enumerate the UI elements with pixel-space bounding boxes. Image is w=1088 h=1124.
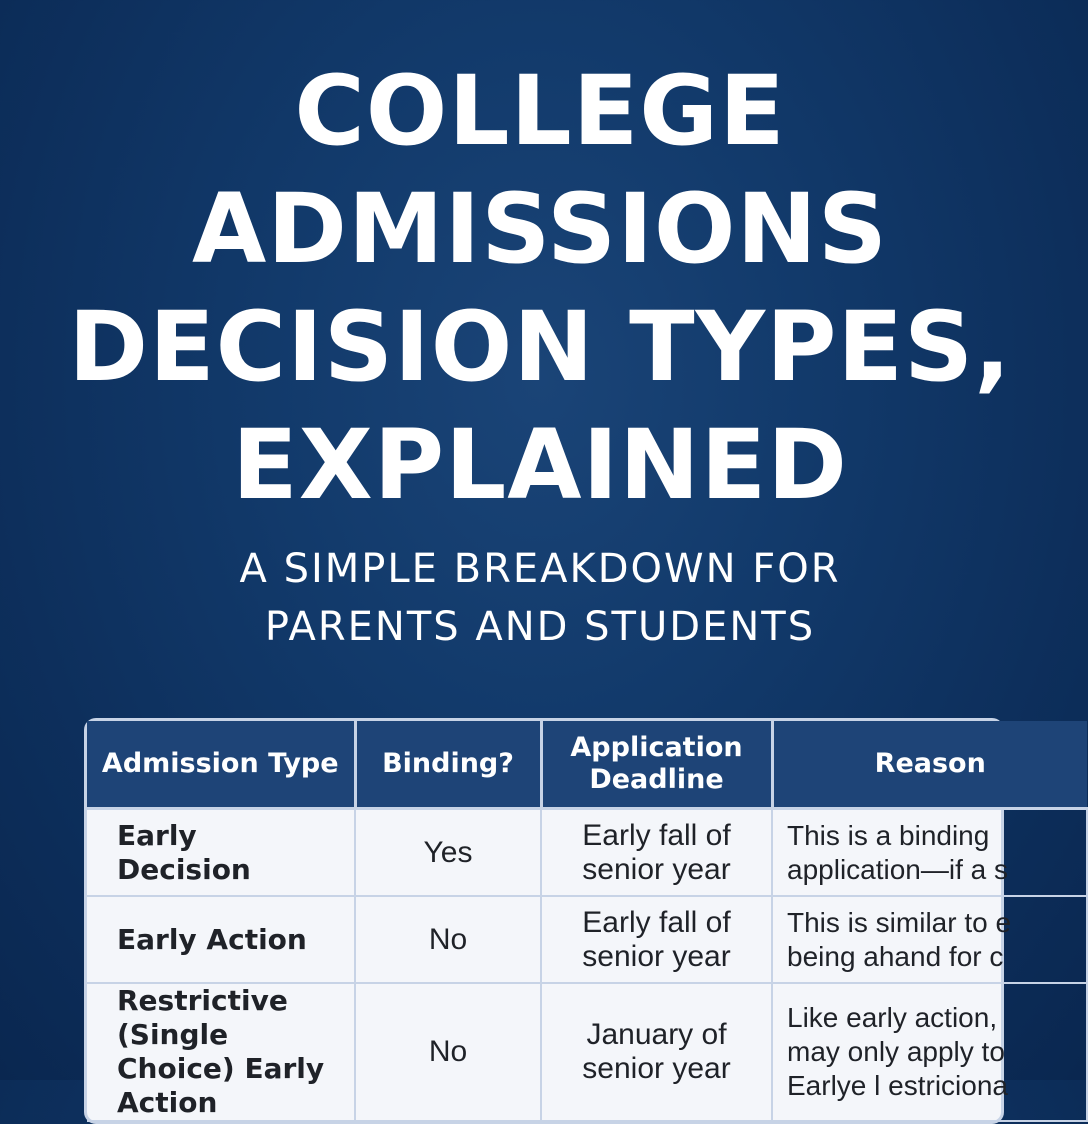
admissions-table: [87, 721, 1088, 1122]
subtitle-line: PARENTS AND STUDENTS: [264, 604, 816, 650]
header-binding: Binding?: [355, 721, 541, 809]
cell-admission-type: Restrictive (Single Choice) Early Action: [87, 983, 355, 1121]
table-row: [87, 983, 1087, 1121]
cell-binding: Yes: [355, 809, 541, 897]
cell-reason: [772, 809, 1087, 897]
cell-admission-type: Early Decision: [87, 809, 355, 897]
header-application-deadline: Application Deadline: [541, 721, 772, 809]
title-line: DECISION TYPES,: [68, 291, 1012, 403]
cell-binding: No: [355, 983, 541, 1121]
header-reason: Reason: [772, 721, 1087, 809]
reason-line: application—if a s: [787, 853, 1009, 885]
title-line: EXPLAINED: [232, 409, 848, 521]
subtitle: [0, 540, 1080, 656]
title-line: ADMISSIONS: [191, 173, 888, 285]
admissions-table-card: [84, 718, 1012, 1124]
reason-line: This is similar to e: [787, 906, 1012, 938]
cell-binding: No: [355, 896, 541, 983]
cell-deadline: Early fall of senior year: [541, 896, 772, 983]
cell-deadline: Early fall of senior year: [541, 809, 772, 897]
subtitle-line: A SIMPLE BREAKDOWN FOR: [239, 546, 841, 592]
table-row: [87, 896, 1087, 983]
table-row: [87, 809, 1087, 897]
reason-line: being ahand for c: [787, 940, 1004, 972]
title-line: COLLEGE: [294, 55, 786, 167]
reason-line: Like early action,: [787, 1002, 998, 1033]
header-admission-type: Admission Type: [87, 721, 355, 809]
cell-reason: [772, 983, 1087, 1121]
table-header-row: [87, 721, 1087, 809]
reason-line: may only apply to: [787, 1036, 1005, 1067]
reason-line: This is a binding: [787, 819, 990, 851]
cell-deadline: January of senior year: [541, 983, 772, 1121]
reason-line: Earlye l estriciona: [787, 1070, 1008, 1101]
cell-reason: [772, 896, 1087, 983]
cell-admission-type: Early Action: [87, 896, 355, 983]
page-title: [0, 52, 1080, 524]
